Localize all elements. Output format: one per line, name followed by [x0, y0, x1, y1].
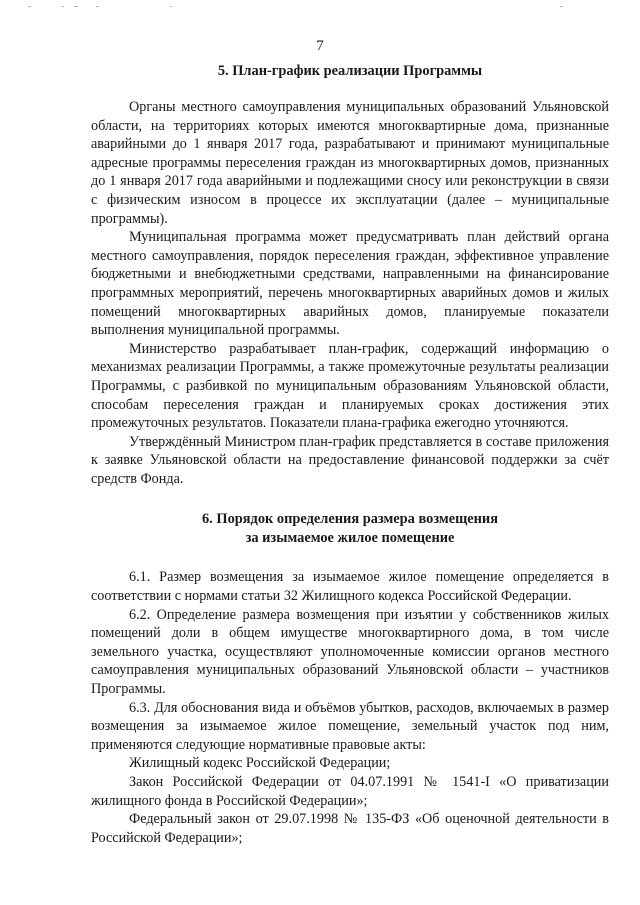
section-5-paragraph: Органы местного самоуправления муниципальных образований Ульяновской области, на территориях которых имеются многоквартирные дома, признанные аварийными до 1 января 2017 года, разрабатывают и принимают муниципальные адресные программы переселения граждан из многоквартирных домов, признанных до 1 января 2017 года аварийными и подлежащими сносу или реконструкции в связи с физическим износом в процессе их эксплуатации (далее – муниципальные программы). — [91, 99, 609, 227]
section-5-paragraph: Муниципальная программа может предусматривать план действий органа местного самоуправления, порядок переселения граждан, эффективное управление бюджетными и внебюджетными средствами, направленными на финансирование программных мероприятий, перечень многоквартирных аварийных домов и жилых помещений многоквартирных аварийных домов, планируемые показатели выполнения муниципальной программы. — [91, 229, 609, 339]
section-6-title-line1: 6. Порядок определения размера возмещения — [201, 511, 499, 528]
section-6-paragraph: 6.3. Для обоснования вида и объёмов убытков, расходов, включаемых в размер возмещения за изымаемое жилое помещение, земельный участок под ним, применяются следующие нормативные правовые акты: — [91, 699, 609, 753]
scan-artifacts — [0, 4, 640, 10]
document-body — [91, 62, 609, 847]
section-5-paragraph: Утверждённый Министром план-график представляется в составе приложения к заявке Ульяновской области на предоставление финансовой поддержки за счёт средств Фонда. — [91, 433, 609, 487]
legal-act-item: Закон Российской Федерации от 04.07.1991 № 1541-I «О приватизации жилищного фонда в Российской Федерации»; — [91, 774, 609, 809]
section-5-title: 5. План-график реализации Программы — [217, 63, 483, 79]
section-5-paragraph: Министерство разрабатывает план-график, содержащий информацию о механизмах реализации Программы, а также промежуточные результаты реализации Программы, с разбивкой по муниципальным образованиям Ульяновской области, способам переселения граждан и планируемых сроках достижения этих промежуточных результатов. Показатели плана-графика ежегодно уточняются. — [91, 340, 609, 432]
legal-act-item: Федеральный закон от 29.07.1998 № 135-ФЗ «Об оценочной деятельности в Российской Федерации»; — [91, 811, 609, 846]
section-6-paragraph: 6.2. Определение размера возмещения при изъятии у собственников жилых помещений доли в общем имуществе многоквартирного дома, в том числе земельного участка, осуществляют уполномоченные комиссии органов местного самоуправления муниципальных образований Ульяновской области – участников Программы. — [91, 606, 609, 698]
section-6-paragraph: 6.1. Размер возмещения за изымаемое жилое помещение определяется в соответствии с нормами статьи 32 Жилищного кодекса Российской Федерации. — [91, 569, 609, 605]
section-6-title-line2: за изымаемое жилое помещение — [245, 530, 455, 547]
legal-act-item: Жилищный кодекс Российской Федерации; — [129, 755, 391, 772]
page-number: 7 — [316, 38, 324, 54]
section-6-title — [91, 510, 609, 548]
